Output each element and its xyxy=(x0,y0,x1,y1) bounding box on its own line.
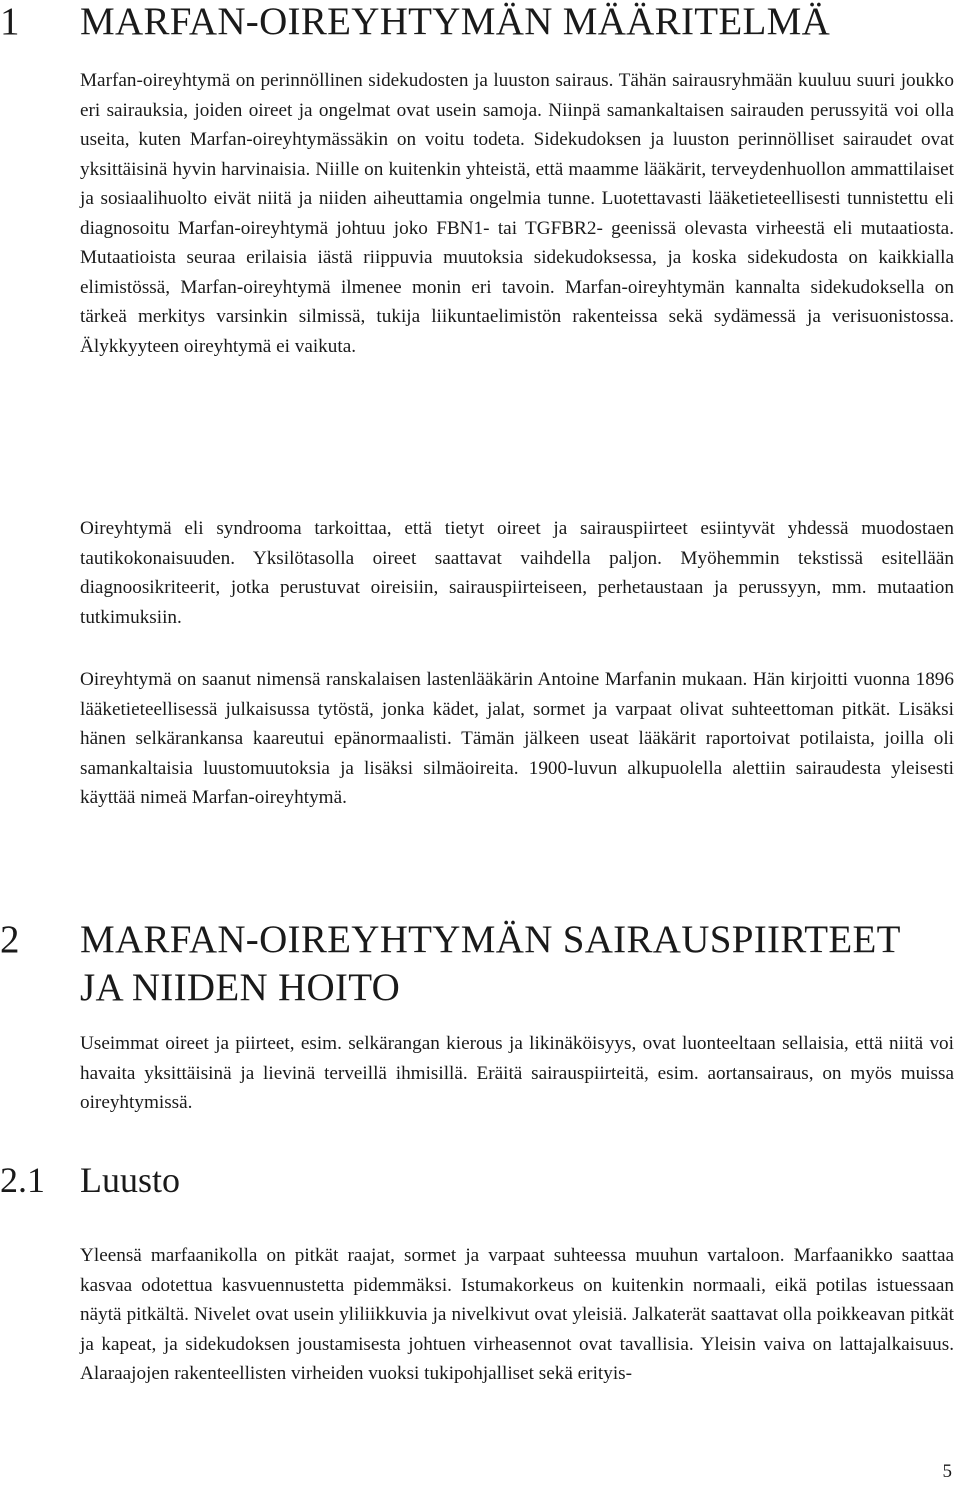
section-number: 2.1 xyxy=(0,1160,45,1200)
paragraph: Marfan-oireyhtymä on perinnöllinen sidekudosten ja luuston sairaus. Tähän sairausryhmään kuuluu suuri joukko eri sairauksia, joiden oireet ja ongelmat ovat usein samoja. Niinpä samankaltaisen sairauden perussyitä voi olla useita, kuten Marfan-oireyhtymässäkin on voitu todeta. Sidekudoksen ja luuston perinnölliset sairaudet ovat yksittäisinä hyvin harvinaisia. Niille on kuitenkin yhteistä, että maamme lääkärit, terveydenhuollon ammattilaiset ja sosiaalihuolto eivät niitä ja niiden aiheuttamia ongelmia tunne. Luotettavasti lääketieteellisesti tunnistettu eli diagnosoitu Marfan-oireyhtymä johtuu joko FBN1- tai TGFBR2- geenissä olevasta virheestä eli mutaatiosta. Mutaatioista seuraa erilaisia iästä riippuvia muutoksia sidekudoksessa, ja koska sidekudosta on kaikkialla elimistössä, Marfan-oireyhtymä ilmenee monin eri tavoin. Marfan-oireyhtymän kannalta sidekudoksella on tärkeä merkitys varsinkin silmissä, tukija liikuntaelimistön rakenteissa sekä sydämessä ja verisuonistossa. Älykkyyteen oireyhtymä ei vaikuta. xyxy=(80,70,954,357)
paragraph: Yleensä marfaanikolla on pitkät raajat, sormet ja varpaat suhteessa muuhun vartaloon. Marfaanikko saattaa kasvaa odotettua kasvuennustetta pidemmäksi. Istumakorkeus on kuitenkin normaali, eikä potilas istuessaan näytä pitkältä. Nivelet ovat usein yliliikkuvia ja nivelkivut ovat yleisiä. Jalkaterät saattavat olla poikkeavan pitkät ja kapeat, ja sidekudoksen joustamisesta johtuen virheasennot ovat tavallisia. Yleisin vaiva on lattajalkaisuus. Alaraajojen rakenteellisten virheiden vuoksi tukipohjalliset sekä erityis- xyxy=(80,1245,954,1384)
section-number: 2 xyxy=(0,918,20,961)
paragraph: Useimmat oireet ja piirteet, esim. selkärangan kierous ja likinäköisyys, ovat luonteeltaan sellaisia, että niitä voi havaita yksittäisinä ja lievinä terveillä ihmisillä. Eräitä sairauspiirteitä, esim. aortansairaus, on myös muissa oireyhtymissä. xyxy=(80,1033,954,1113)
section-title: MARFAN-OIREYHTYMÄN MÄÄRITELMÄ xyxy=(80,0,831,43)
section-title-line: JA NIIDEN HOITO xyxy=(80,966,401,1009)
section-title: Luusto xyxy=(80,1160,181,1200)
section-1-heading xyxy=(0,0,830,46)
subsection-2-1-heading xyxy=(0,1158,180,1202)
paragraph: Oireyhtymä eli syndrooma tarkoittaa, että tietyt oireet ja sairauspiirteet esiintyvät yhdessä muodostaen tautikokonaisuuden. Yksilötasolla oireet saattavat vaihdella paljon. Myöhemmin tekstissä esitellään diagnoosikriteerit, jotka perustuvat oireisiin, sairauspiirteiseen, perhetaustaan ja perussyyn, mm. mutaation tutkimuksiin. xyxy=(80,518,954,628)
section-title-line: MARFAN-OIREYHTYMÄN SAIRAUSPIIRTEET xyxy=(80,918,901,961)
page-number: 5 xyxy=(942,1461,952,1482)
section-title xyxy=(80,916,901,1012)
section-number: 1 xyxy=(0,0,20,43)
paragraph: Oireyhtymä on saanut nimensä ranskalaisen lastenlääkärin Antoine Marfanin mukaan. Hän kirjoitti vuonna 1896 lääketieteellisessä julkaisussa tytöstä, jonka kädet, jalat, sormet ja varpaat olivat suhteettoman pitkät. Lisäksi hänen selkärankansa kaareutui epänormaalisti. Tämän jälkeen useat lääkärit raportoivat potilaista, joilla oli samankaltaisia luustomuutoksia ja lisäksi silmäoireita. 1900-luvun alkupuolella alettiin sairaudesta yleisesti käyttää nimeä Marfan-oireyhtymä. xyxy=(80,669,954,808)
section-2-heading xyxy=(0,916,901,1012)
